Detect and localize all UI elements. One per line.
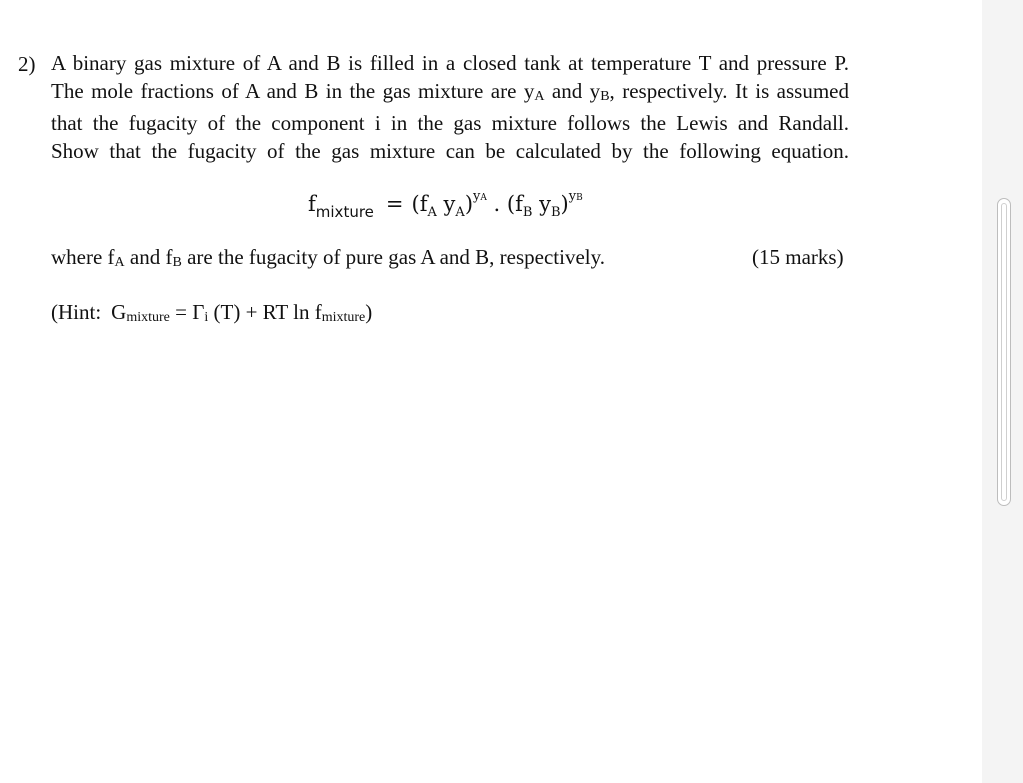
where-statement	[51, 243, 605, 277]
question-line-3: that the fugacity of the component i in the gas mixture follows the Lewis and Randall.	[51, 111, 849, 135]
scrollbar-thumb-grip	[1001, 203, 1007, 501]
eq-term1-exp-y: y	[473, 189, 481, 204]
hint-eq: = Γ	[169, 300, 205, 324]
eq-term2-exp	[569, 189, 583, 204]
eq-term1-exp	[473, 189, 487, 204]
eq-term2-y: y	[532, 192, 551, 216]
hint-line	[51, 298, 372, 332]
hint-f-sub: mixture	[321, 310, 366, 325]
line2-sub-a: A	[534, 88, 545, 104]
where-pre: where f	[51, 245, 115, 269]
question-line-2	[51, 78, 849, 111]
eq-term2-ysub: B	[550, 205, 561, 221]
line2-pre: The mole fractions of A and B in the gas mixture are y	[51, 78, 535, 103]
where-sub-a: A	[114, 255, 125, 270]
where-mid: and f	[124, 245, 173, 269]
eq-term2-exp-sub: B	[576, 193, 583, 203]
eq-term1-close: )	[464, 192, 474, 216]
eq-dot: .	[486, 192, 507, 216]
fugacity-equation	[308, 186, 583, 227]
hint-rest: (T) + RT ln f	[208, 300, 322, 324]
hint-gamma-sub: i	[204, 310, 209, 325]
eq-term2-fsub: B	[522, 205, 533, 221]
question-text	[51, 50, 849, 165]
hint-close: )	[365, 300, 373, 324]
where-post: are the fugacity of pure gas A and B, respectively.	[181, 245, 606, 269]
eq-term1-open: (f	[411, 192, 428, 216]
hint-label: (Hint:	[51, 300, 102, 324]
marks-label: (15 marks)	[752, 245, 844, 269]
line2-mid: and y	[544, 78, 601, 103]
question-number: 2)	[18, 52, 36, 76]
where-sub-b: B	[172, 255, 182, 270]
eq-term1-fsub: A	[427, 205, 437, 221]
hint-g-sub: mixture	[126, 310, 170, 325]
eq-lhs-f: f	[308, 192, 316, 216]
line2-sub-b: B	[600, 88, 610, 104]
eq-term1-exp-sub: A	[480, 193, 487, 203]
eq-term2-exp-y: y	[568, 189, 577, 204]
eq-term1-y: y	[436, 192, 456, 216]
eq-equals: =	[385, 192, 404, 216]
eq-term2-close: )	[560, 192, 569, 216]
eq-lhs-sub: mixture	[315, 203, 374, 221]
question-line-4: Show that the fugacity of the gas mixture can be calculated by the following equation.	[51, 138, 849, 163]
eq-term2-open: (f	[506, 192, 523, 216]
vertical-scrollbar-thumb[interactable]	[997, 198, 1011, 506]
hint-g: G	[111, 300, 127, 324]
question-line-1: A binary gas mixture of A and B is filled in a closed tank at temperature T and pressure P.	[51, 51, 849, 75]
line2-post: , respectively. It is assumed	[609, 78, 849, 103]
eq-term1-ysub: A	[455, 205, 465, 221]
